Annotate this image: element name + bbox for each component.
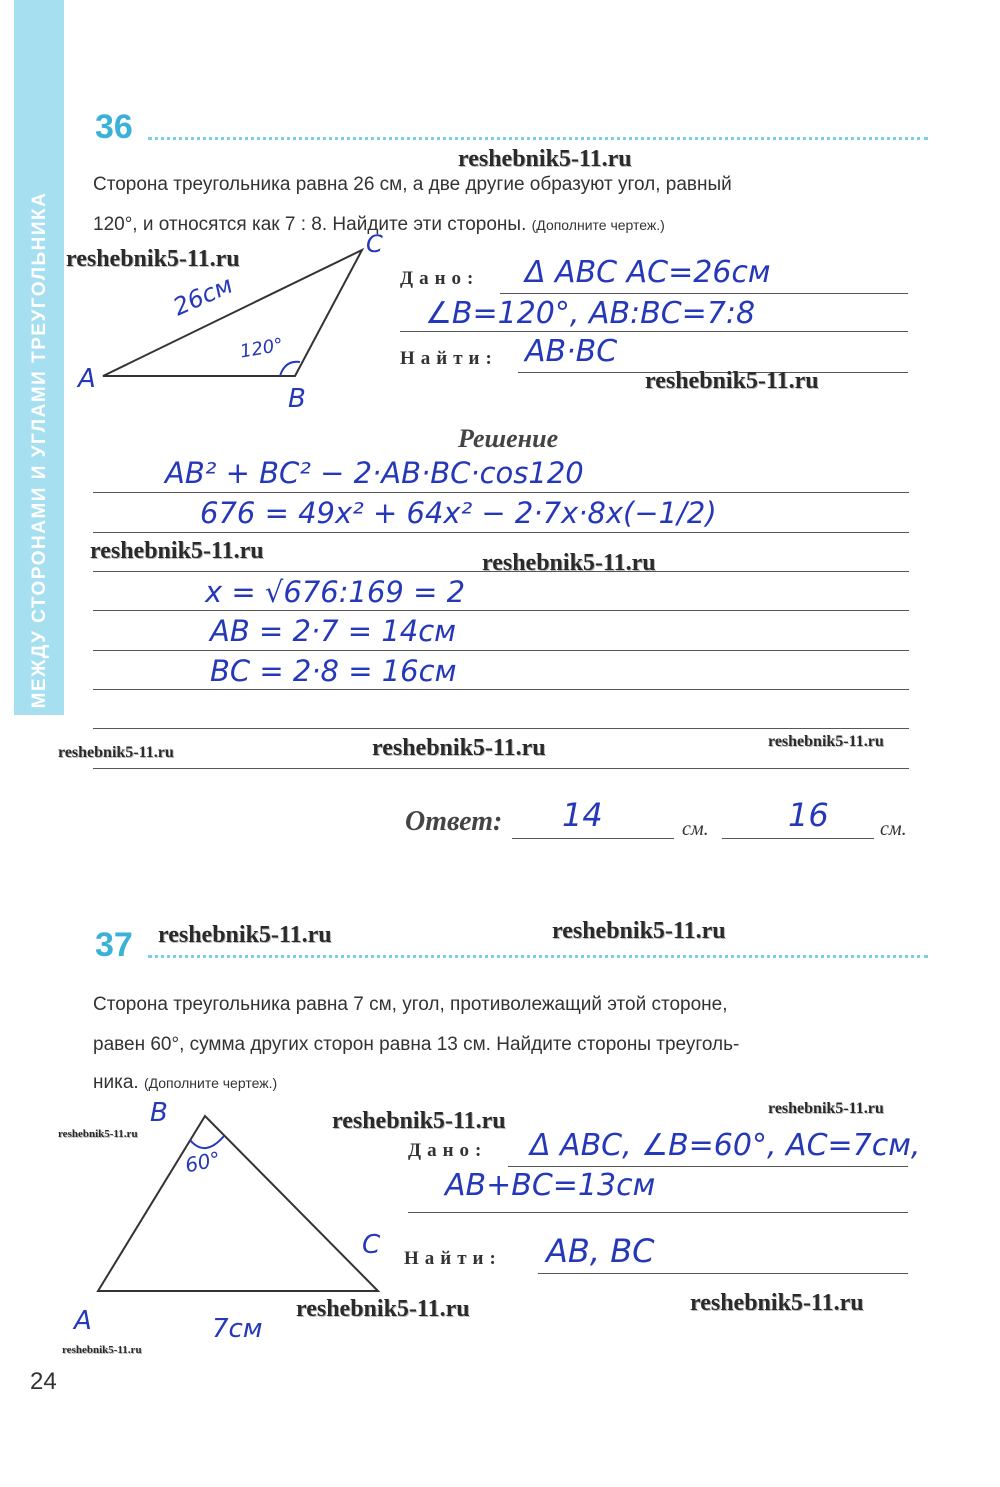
solution-line-3: x = √676:169 = 2 <box>205 575 466 609</box>
watermark: reshebnik5-11.ru <box>62 1344 142 1356</box>
task-37-vertex-a: A <box>74 1306 92 1336</box>
task-37-find-label: Найти: <box>404 1248 502 1269</box>
watermark: reshebnik5-11.ru <box>552 918 726 944</box>
task-37-vertex-b: B <box>150 1098 168 1128</box>
watermark: reshebnik5-11.ru <box>768 733 884 750</box>
answer-rule-2 <box>722 838 874 839</box>
watermark: reshebnik5-11.ru <box>158 922 332 948</box>
task-36-angle-label: 120° <box>238 334 285 363</box>
solution-line-5: BC = 2·8 = 16см <box>210 654 457 688</box>
watermark: reshebnik5-11.ru <box>296 1296 470 1322</box>
watermark: reshebnik5-11.ru <box>690 1290 864 1316</box>
answer-rule-1 <box>512 838 674 839</box>
solution-rule-2 <box>93 532 909 533</box>
solution-line-4: AB = 2·7 = 14см <box>210 614 457 648</box>
task-36-text-line2: 120°, и относятся как 7 : 8. Найдите эти стороны. <box>93 214 527 235</box>
watermark: reshebnik5-11.ru <box>332 1108 506 1134</box>
solution-rule-1 <box>93 492 909 493</box>
task-37-side-label: 7см <box>212 1314 263 1344</box>
answer-unit-1: см. <box>682 818 709 840</box>
solution-rule-7 <box>93 728 909 729</box>
task-37-given-line1: Δ ABC, ∠B=60°, AC=7см, <box>530 1128 921 1163</box>
task-37-text-line1: Сторона треугольника равна 7 см, угол, противолежащий этой стороне, <box>93 994 728 1015</box>
task-37-given-line2: AB+BC=13см <box>445 1168 656 1203</box>
watermark: reshebnik5-11.ru <box>372 735 546 761</box>
answer-value-2: 16 <box>788 796 829 834</box>
task-36-given-label: Дано: <box>400 268 480 289</box>
task-36-number: 36 <box>95 108 133 146</box>
task-37-find-value: AB, BC <box>546 1232 655 1270</box>
watermark: reshebnik5-11.ru <box>645 368 819 394</box>
task-36-vertex-a: A <box>78 364 96 394</box>
solution-rule-4 <box>93 610 909 611</box>
solution-rule-6 <box>93 689 909 690</box>
task-37-divider <box>148 955 928 958</box>
task-36-note: (Дополните чертеж.) <box>531 217 665 233</box>
watermark: reshebnik5-11.ru <box>58 744 174 761</box>
page-number: 24 <box>30 1368 57 1395</box>
task-36-vertex-b: B <box>288 384 306 414</box>
task-37-find-rule <box>538 1273 908 1274</box>
watermark: reshebnik5-11.ru <box>458 146 632 172</box>
watermark: reshebnik5-11.ru <box>768 1100 884 1117</box>
task-36-answer-label: Ответ: <box>405 806 503 837</box>
solution-line-2: 676 = 49x² + 64x² − 2·7x·8x(−1/2) <box>200 496 717 530</box>
task-36-given-rule2 <box>400 331 908 332</box>
task-37-vertex-c: C <box>362 1230 381 1260</box>
answer-unit-2: см. <box>880 818 907 840</box>
task-36-given-line1: Δ ABC AC=26см <box>525 255 771 290</box>
task-37-number: 37 <box>95 926 133 964</box>
chapter-title: ГЛАВА XI. СООТНОШЕНИЯ МЕЖДУ СТОРОНАМИ И УГЛАМИ ТРЕУГОЛЬНИКА <box>29 191 50 1000</box>
task-36-divider <box>148 137 928 140</box>
task-36-find-value: AB·BC <box>525 334 618 369</box>
watermark: reshebnik5-11.ru <box>58 1128 138 1140</box>
solution-rule-8 <box>93 768 909 769</box>
task-37-given-label: Дано: <box>408 1140 488 1161</box>
task-36-side-label: 26см <box>168 270 237 322</box>
task-36-text-line1: Сторона треугольника равна 26 см, а две другие образуют угол, равный <box>93 174 732 195</box>
task-37-given-rule2 <box>408 1212 908 1213</box>
answer-value-1: 14 <box>562 796 603 834</box>
solution-line-1: AB² + BC² − 2·AB·BC·cos120 <box>165 456 584 490</box>
watermark: reshebnik5-11.ru <box>482 550 656 576</box>
solution-rule-5 <box>93 650 909 651</box>
task-37-given-rule1 <box>508 1166 908 1167</box>
task-36-vertex-c: C <box>366 230 383 258</box>
task-37-text-line3-wrap <box>93 1063 277 1103</box>
task-36-find-label: Найти: <box>400 348 498 369</box>
watermark: reshebnik5-11.ru <box>66 246 240 272</box>
task-36-given-rule1 <box>500 293 908 294</box>
task-36-solution-heading: Решение <box>458 424 559 453</box>
task-37-text-line3: ника. <box>93 1072 139 1093</box>
task-37-text-line2: равен 60°, сумма других сторон равна 13 см. Найдите стороны треуголь- <box>93 1034 740 1055</box>
task-37-angle-label: 60° <box>182 1146 223 1178</box>
task-36-given-line2: ∠B=120°, AB:BC=7:8 <box>425 296 756 331</box>
task-37-note: (Дополните чертеж.) <box>143 1075 278 1091</box>
watermark: reshebnik5-11.ru <box>90 538 264 564</box>
